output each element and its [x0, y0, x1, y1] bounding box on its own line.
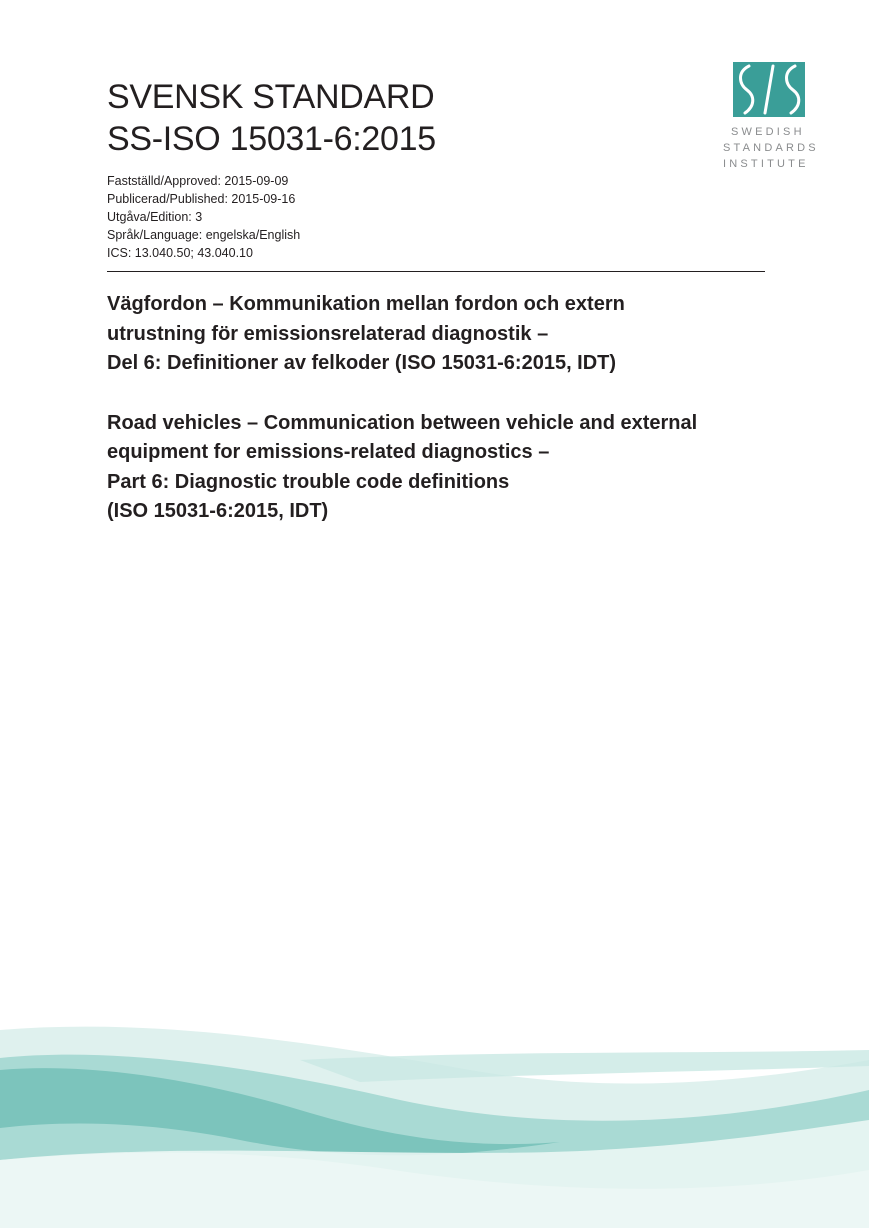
standard-number: SS-ISO 15031-6:2015	[107, 120, 436, 158]
ics-codes: ICS: 13.040.50; 43.040.10	[107, 246, 253, 260]
sis-logo-text	[723, 124, 823, 172]
title-english-line3: Part 6: Diagnostic trouble code definitions	[107, 470, 510, 493]
header-divider	[107, 271, 765, 272]
sis-logo	[723, 62, 823, 182]
sis-logo-mark-icon	[733, 62, 805, 117]
language: Språk/Language: engelska/English	[107, 228, 301, 242]
title-english-line1: Road vehicles – Communication between vehicle and external	[107, 411, 698, 434]
title-swedish-line1: Vägfordon – Kommunikation mellan fordon och extern	[107, 293, 625, 315]
title-swedish-line2: utrustning för emissionsrelaterad diagnostik –	[107, 322, 549, 345]
approved-date: Fastställd/Approved: 2015-09-09	[107, 174, 289, 188]
edition: Utgåva/Edition: 3	[107, 210, 203, 224]
logo-text-line2: STANDARDS	[723, 142, 819, 154]
title-swedish-line3: Del 6: Definitioner av felkoder (ISO 15031-6:2015, IDT)	[107, 352, 617, 374]
standard-title	[107, 76, 436, 160]
metadata-block	[107, 172, 300, 262]
document-titles	[107, 290, 787, 527]
logo-text-line3: INSTITUTE	[723, 158, 809, 170]
title-english	[107, 409, 787, 527]
title-swedish	[107, 290, 787, 379]
standard-title-line1: SVENSK STANDARD	[107, 78, 435, 116]
title-english-line2: equipment for emissions-related diagnostics –	[107, 441, 550, 463]
decorative-waves	[0, 1010, 869, 1228]
published-date: Publicerad/Published: 2015-09-16	[107, 192, 296, 206]
logo-text-line1: SWEDISH	[731, 126, 805, 138]
title-english-line4: (ISO 15031-6:2015, IDT)	[107, 500, 329, 522]
